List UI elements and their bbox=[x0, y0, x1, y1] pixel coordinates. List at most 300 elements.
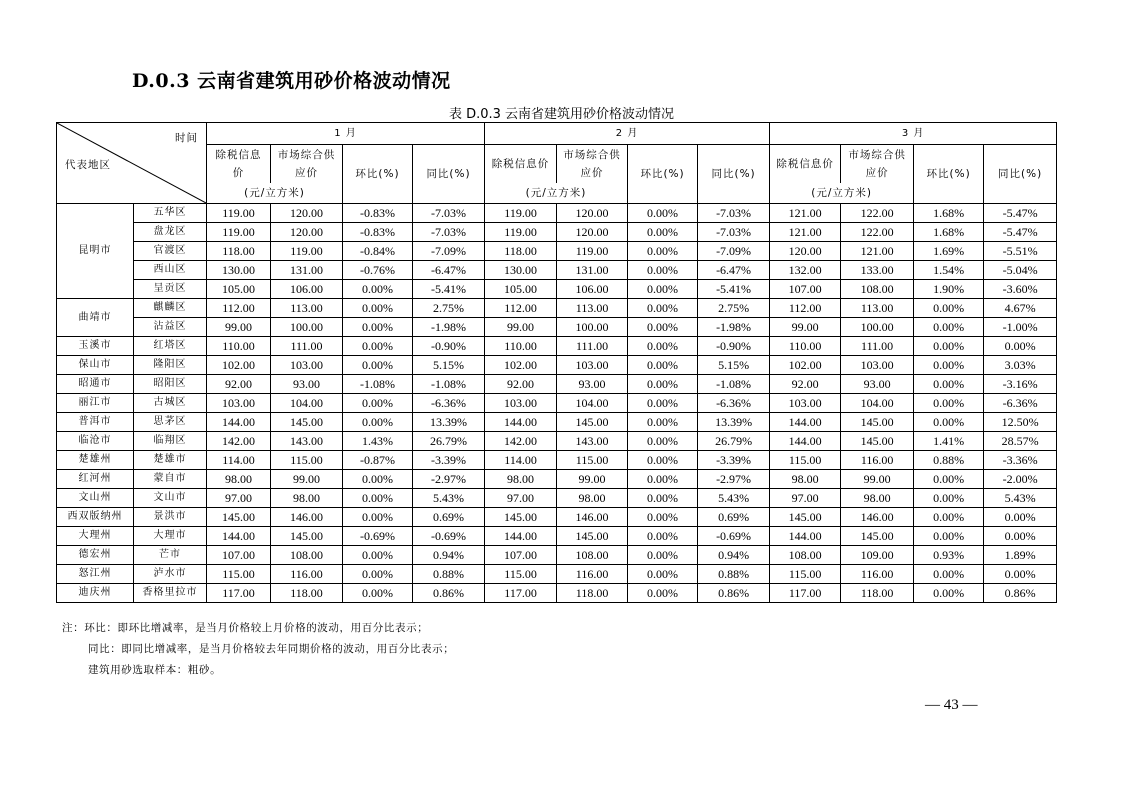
value-cell: 113.00 bbox=[841, 299, 914, 318]
value-cell: 0.00% bbox=[343, 356, 413, 375]
value-cell: 0.00% bbox=[343, 565, 413, 584]
value-cell: 121.00 bbox=[770, 204, 841, 223]
value-cell: -7.09% bbox=[413, 242, 485, 261]
market-price-header: 市场综合供应价 bbox=[841, 145, 914, 184]
value-cell: 145.00 bbox=[485, 508, 557, 527]
value-cell: 100.00 bbox=[271, 318, 343, 337]
value-cell: 92.00 bbox=[485, 375, 557, 394]
value-cell: 144.00 bbox=[485, 527, 557, 546]
value-cell: 144.00 bbox=[207, 413, 271, 432]
value-cell: 0.00% bbox=[914, 584, 984, 603]
district-cell: 文山市 bbox=[134, 489, 207, 508]
city-cell: 普洱市 bbox=[57, 413, 134, 432]
value-cell: 117.00 bbox=[485, 584, 557, 603]
value-cell: -1.00% bbox=[984, 318, 1057, 337]
district-cell: 芒市 bbox=[134, 546, 207, 565]
value-cell: 146.00 bbox=[557, 508, 628, 527]
value-cell: -1.08% bbox=[413, 375, 485, 394]
value-cell: 103.00 bbox=[207, 394, 271, 413]
value-cell: 0.00% bbox=[628, 299, 698, 318]
value-cell: -0.83% bbox=[343, 223, 413, 242]
value-cell: 1.54% bbox=[914, 261, 984, 280]
value-cell: 0.00% bbox=[343, 337, 413, 356]
value-cell: 145.00 bbox=[841, 413, 914, 432]
district-cell: 临翔区 bbox=[134, 432, 207, 451]
table-row bbox=[57, 394, 1057, 413]
value-cell: -5.47% bbox=[984, 223, 1057, 242]
value-cell: 121.00 bbox=[841, 242, 914, 261]
value-cell: 120.00 bbox=[557, 223, 628, 242]
value-cell: -0.76% bbox=[343, 261, 413, 280]
table-row bbox=[57, 546, 1057, 565]
value-cell: 0.88% bbox=[413, 565, 485, 584]
value-cell: -5.47% bbox=[984, 204, 1057, 223]
table-row bbox=[57, 299, 1057, 318]
value-cell: 0.00% bbox=[914, 318, 984, 337]
value-cell: -3.39% bbox=[698, 451, 770, 470]
city-cell: 曲靖市 bbox=[57, 299, 134, 337]
value-cell: 118.00 bbox=[841, 584, 914, 603]
yoy-header: 同比(%) bbox=[413, 145, 485, 204]
value-cell: 2.75% bbox=[698, 299, 770, 318]
value-cell: 0.00% bbox=[628, 242, 698, 261]
value-cell: 26.79% bbox=[698, 432, 770, 451]
value-cell: 143.00 bbox=[271, 432, 343, 451]
value-cell: 5.43% bbox=[413, 489, 485, 508]
value-cell: 0.00% bbox=[343, 413, 413, 432]
value-cell: 0.00% bbox=[343, 508, 413, 527]
value-cell: -5.41% bbox=[413, 280, 485, 299]
value-cell: 106.00 bbox=[557, 280, 628, 299]
value-cell: 104.00 bbox=[841, 394, 914, 413]
district-cell: 昭阳区 bbox=[134, 375, 207, 394]
value-cell: 0.00% bbox=[628, 223, 698, 242]
value-cell: 146.00 bbox=[271, 508, 343, 527]
value-cell: -1.08% bbox=[698, 375, 770, 394]
district-cell: 呈贡区 bbox=[134, 280, 207, 299]
value-cell: 107.00 bbox=[207, 546, 271, 565]
value-cell: 0.88% bbox=[914, 451, 984, 470]
value-cell: 13.39% bbox=[413, 413, 485, 432]
value-cell: 0.00% bbox=[628, 508, 698, 527]
value-cell: 0.00% bbox=[628, 565, 698, 584]
district-cell: 沾益区 bbox=[134, 318, 207, 337]
city-cell: 西双版纳州 bbox=[57, 508, 134, 527]
value-cell: 99.00 bbox=[271, 470, 343, 489]
value-cell: 99.00 bbox=[485, 318, 557, 337]
value-cell: 97.00 bbox=[207, 489, 271, 508]
value-cell: -5.41% bbox=[698, 280, 770, 299]
value-cell: -2.00% bbox=[984, 470, 1057, 489]
value-cell: 1.68% bbox=[914, 204, 984, 223]
value-cell: 92.00 bbox=[207, 375, 271, 394]
value-cell: -2.97% bbox=[413, 470, 485, 489]
table-row bbox=[57, 508, 1057, 527]
value-cell: 0.94% bbox=[413, 546, 485, 565]
value-cell: 144.00 bbox=[207, 527, 271, 546]
value-cell: 0.00% bbox=[984, 508, 1057, 527]
city-cell: 保山市 bbox=[57, 356, 134, 375]
district-cell: 隆阳区 bbox=[134, 356, 207, 375]
value-cell: -6.36% bbox=[698, 394, 770, 413]
table-row bbox=[57, 204, 1057, 223]
value-cell: 120.00 bbox=[770, 242, 841, 261]
value-cell: 0.86% bbox=[698, 584, 770, 603]
value-cell: 93.00 bbox=[271, 375, 343, 394]
district-cell: 泸水市 bbox=[134, 565, 207, 584]
unit-label: (元/立方米) bbox=[207, 183, 343, 204]
table-row bbox=[57, 451, 1057, 470]
price-table bbox=[56, 122, 1057, 603]
value-cell: 106.00 bbox=[271, 280, 343, 299]
value-cell: -1.98% bbox=[698, 318, 770, 337]
value-cell: 0.00% bbox=[914, 527, 984, 546]
value-cell: 13.39% bbox=[698, 413, 770, 432]
table-row bbox=[57, 584, 1057, 603]
unit-label: (元/立方米) bbox=[770, 183, 914, 204]
value-cell: -0.90% bbox=[413, 337, 485, 356]
value-cell: 5.15% bbox=[698, 356, 770, 375]
value-cell: 102.00 bbox=[770, 356, 841, 375]
value-cell: 119.00 bbox=[207, 223, 271, 242]
value-cell: 118.00 bbox=[557, 584, 628, 603]
value-cell: 115.00 bbox=[770, 565, 841, 584]
value-cell: 0.00% bbox=[628, 318, 698, 337]
value-cell: 0.00% bbox=[628, 394, 698, 413]
value-cell: 0.00% bbox=[914, 356, 984, 375]
value-cell: 0.00% bbox=[343, 489, 413, 508]
value-cell: 0.69% bbox=[698, 508, 770, 527]
value-cell: 0.00% bbox=[628, 489, 698, 508]
table-row bbox=[57, 223, 1057, 242]
value-cell: 99.00 bbox=[841, 470, 914, 489]
value-cell: -0.90% bbox=[698, 337, 770, 356]
value-cell: 110.00 bbox=[770, 337, 841, 356]
month-header-2: 2 月 bbox=[485, 123, 770, 145]
mom-header: 环比(%) bbox=[628, 145, 698, 204]
value-cell: 116.00 bbox=[557, 565, 628, 584]
value-cell: 98.00 bbox=[485, 470, 557, 489]
value-cell: 3.03% bbox=[984, 356, 1057, 375]
value-cell: 120.00 bbox=[271, 204, 343, 223]
value-cell: 0.00% bbox=[343, 584, 413, 603]
city-cell: 丽江市 bbox=[57, 394, 134, 413]
value-cell: -0.84% bbox=[343, 242, 413, 261]
corner-header-cell bbox=[57, 123, 207, 204]
table-notes bbox=[62, 618, 454, 681]
value-cell: 120.00 bbox=[271, 223, 343, 242]
district-cell: 盘龙区 bbox=[134, 223, 207, 242]
value-cell: 0.00% bbox=[628, 375, 698, 394]
value-cell: 114.00 bbox=[485, 451, 557, 470]
value-cell: 130.00 bbox=[485, 261, 557, 280]
district-cell: 蒙自市 bbox=[134, 470, 207, 489]
value-cell: -3.60% bbox=[984, 280, 1057, 299]
value-cell: 0.00% bbox=[984, 337, 1057, 356]
value-cell: 0.00% bbox=[628, 470, 698, 489]
value-cell: 0.00% bbox=[914, 470, 984, 489]
value-cell: 93.00 bbox=[841, 375, 914, 394]
market-price-header: 市场综合供应价 bbox=[271, 145, 343, 184]
value-cell: 0.00% bbox=[343, 280, 413, 299]
value-cell: 2.75% bbox=[413, 299, 485, 318]
table-row bbox=[57, 565, 1057, 584]
value-cell: -1.98% bbox=[413, 318, 485, 337]
value-cell: 0.00% bbox=[343, 470, 413, 489]
value-cell: 103.00 bbox=[271, 356, 343, 375]
value-cell: -0.87% bbox=[343, 451, 413, 470]
table-row bbox=[57, 242, 1057, 261]
city-cell: 德宏州 bbox=[57, 546, 134, 565]
value-cell: 102.00 bbox=[207, 356, 271, 375]
value-cell: 145.00 bbox=[271, 413, 343, 432]
value-cell: 105.00 bbox=[207, 280, 271, 299]
value-cell: 0.00% bbox=[628, 337, 698, 356]
yoy-header: 同比(%) bbox=[984, 145, 1057, 204]
value-cell: 145.00 bbox=[207, 508, 271, 527]
value-cell: 0.00% bbox=[914, 489, 984, 508]
value-cell: 0.00% bbox=[628, 432, 698, 451]
city-cell: 怒江州 bbox=[57, 565, 134, 584]
value-cell: 103.00 bbox=[557, 356, 628, 375]
value-cell: 0.00% bbox=[914, 508, 984, 527]
value-cell: 109.00 bbox=[841, 546, 914, 565]
value-cell: 144.00 bbox=[770, 413, 841, 432]
value-cell: 111.00 bbox=[841, 337, 914, 356]
table-row bbox=[57, 318, 1057, 337]
value-cell: 0.00% bbox=[914, 394, 984, 413]
value-cell: 107.00 bbox=[485, 546, 557, 565]
value-cell: 0.00% bbox=[628, 204, 698, 223]
table-row bbox=[57, 470, 1057, 489]
value-cell: 119.00 bbox=[271, 242, 343, 261]
value-cell: 98.00 bbox=[271, 489, 343, 508]
market-price-header: 市场综合供应价 bbox=[557, 145, 628, 184]
value-cell: 118.00 bbox=[271, 584, 343, 603]
value-cell: 103.00 bbox=[485, 394, 557, 413]
value-cell: 144.00 bbox=[485, 413, 557, 432]
value-cell: 145.00 bbox=[841, 527, 914, 546]
city-cell: 昭通市 bbox=[57, 375, 134, 394]
value-cell: 92.00 bbox=[770, 375, 841, 394]
value-cell: 98.00 bbox=[770, 470, 841, 489]
value-cell: 119.00 bbox=[485, 204, 557, 223]
value-cell: 142.00 bbox=[485, 432, 557, 451]
value-cell: 132.00 bbox=[770, 261, 841, 280]
value-cell: 100.00 bbox=[557, 318, 628, 337]
value-cell: 0.00% bbox=[628, 413, 698, 432]
table-row bbox=[57, 375, 1057, 394]
value-cell: 131.00 bbox=[557, 261, 628, 280]
value-cell: 99.00 bbox=[557, 470, 628, 489]
value-cell: 145.00 bbox=[557, 527, 628, 546]
month-header-3: 3 月 bbox=[770, 123, 1057, 145]
value-cell: 12.50% bbox=[984, 413, 1057, 432]
value-cell: 0.00% bbox=[343, 299, 413, 318]
city-cell: 文山州 bbox=[57, 489, 134, 508]
tax-free-price-header: 除税信息价 bbox=[485, 145, 557, 184]
value-cell: 145.00 bbox=[841, 432, 914, 451]
value-cell: 0.00% bbox=[914, 565, 984, 584]
value-cell: 108.00 bbox=[770, 546, 841, 565]
value-cell: 4.67% bbox=[984, 299, 1057, 318]
value-cell: 121.00 bbox=[770, 223, 841, 242]
value-cell: 0.00% bbox=[628, 261, 698, 280]
value-cell: 97.00 bbox=[770, 489, 841, 508]
value-cell: 97.00 bbox=[485, 489, 557, 508]
value-cell: 118.00 bbox=[207, 242, 271, 261]
value-cell: 0.00% bbox=[628, 451, 698, 470]
table-row bbox=[57, 261, 1057, 280]
note-mom: 注：环比：即环比增减率，是当月价格较上月价格的波动，用百分比表示； bbox=[62, 622, 429, 634]
value-cell: 116.00 bbox=[271, 565, 343, 584]
value-cell: 122.00 bbox=[841, 223, 914, 242]
value-cell: 133.00 bbox=[841, 261, 914, 280]
value-cell: 0.69% bbox=[413, 508, 485, 527]
city-cell: 大理州 bbox=[57, 527, 134, 546]
value-cell: 111.00 bbox=[557, 337, 628, 356]
value-cell: 110.00 bbox=[207, 337, 271, 356]
table-row bbox=[57, 413, 1057, 432]
value-cell: 0.86% bbox=[984, 584, 1057, 603]
value-cell: 116.00 bbox=[841, 451, 914, 470]
value-cell: 122.00 bbox=[841, 204, 914, 223]
district-cell: 西山区 bbox=[134, 261, 207, 280]
value-cell: -6.36% bbox=[413, 394, 485, 413]
value-cell: -0.83% bbox=[343, 204, 413, 223]
value-cell: 28.57% bbox=[984, 432, 1057, 451]
value-cell: 105.00 bbox=[485, 280, 557, 299]
corner-time-label: 时间 bbox=[175, 132, 198, 144]
value-cell: 144.00 bbox=[770, 432, 841, 451]
district-cell: 麒麟区 bbox=[134, 299, 207, 318]
table-row bbox=[57, 356, 1057, 375]
tax-free-price-header: 除税信息价 bbox=[770, 145, 841, 184]
value-cell: -7.03% bbox=[698, 223, 770, 242]
value-cell: 130.00 bbox=[207, 261, 271, 280]
value-cell: 5.43% bbox=[698, 489, 770, 508]
value-cell: -2.97% bbox=[698, 470, 770, 489]
value-cell: -0.69% bbox=[413, 527, 485, 546]
value-cell: 0.00% bbox=[628, 527, 698, 546]
value-cell: 1.68% bbox=[914, 223, 984, 242]
value-cell: 120.00 bbox=[557, 204, 628, 223]
yoy-header: 同比(%) bbox=[698, 145, 770, 204]
city-cell: 临沧市 bbox=[57, 432, 134, 451]
value-cell: -3.39% bbox=[413, 451, 485, 470]
table-row bbox=[57, 489, 1057, 508]
section-heading: D.0.3 云南省建筑用砂价格波动情况 bbox=[132, 70, 451, 92]
value-cell: 99.00 bbox=[207, 318, 271, 337]
month-header-1: 1 月 bbox=[207, 123, 485, 145]
value-cell: 93.00 bbox=[557, 375, 628, 394]
value-cell: 0.00% bbox=[914, 413, 984, 432]
value-cell: 0.00% bbox=[343, 546, 413, 565]
value-cell: 0.94% bbox=[698, 546, 770, 565]
value-cell: 0.93% bbox=[914, 546, 984, 565]
value-cell: 0.00% bbox=[914, 299, 984, 318]
value-cell: 144.00 bbox=[770, 527, 841, 546]
city-cell: 红河州 bbox=[57, 470, 134, 489]
value-cell: 112.00 bbox=[485, 299, 557, 318]
value-cell: 114.00 bbox=[207, 451, 271, 470]
value-cell: 146.00 bbox=[841, 508, 914, 527]
value-cell: 107.00 bbox=[770, 280, 841, 299]
value-cell: 113.00 bbox=[557, 299, 628, 318]
district-cell: 景洪市 bbox=[134, 508, 207, 527]
city-cell: 迪庆州 bbox=[57, 584, 134, 603]
value-cell: 0.00% bbox=[628, 546, 698, 565]
value-cell: 115.00 bbox=[770, 451, 841, 470]
value-cell: 115.00 bbox=[485, 565, 557, 584]
value-cell: 0.88% bbox=[698, 565, 770, 584]
value-cell: 1.41% bbox=[914, 432, 984, 451]
value-cell: 5.15% bbox=[413, 356, 485, 375]
district-cell: 思茅区 bbox=[134, 413, 207, 432]
value-cell: 0.86% bbox=[413, 584, 485, 603]
table-row bbox=[57, 432, 1057, 451]
value-cell: 118.00 bbox=[485, 242, 557, 261]
value-cell: 98.00 bbox=[207, 470, 271, 489]
value-cell: 108.00 bbox=[841, 280, 914, 299]
value-cell: 115.00 bbox=[207, 565, 271, 584]
value-cell: -6.47% bbox=[698, 261, 770, 280]
value-cell: 110.00 bbox=[485, 337, 557, 356]
value-cell: 104.00 bbox=[557, 394, 628, 413]
unit-label: (元/立方米) bbox=[485, 183, 628, 204]
value-cell: 102.00 bbox=[485, 356, 557, 375]
value-cell: 99.00 bbox=[770, 318, 841, 337]
value-cell: 115.00 bbox=[271, 451, 343, 470]
value-cell: 5.43% bbox=[984, 489, 1057, 508]
value-cell: 1.90% bbox=[914, 280, 984, 299]
value-cell: 145.00 bbox=[271, 527, 343, 546]
note-sample: 建筑用砂选取样本：粗砂。 bbox=[88, 664, 222, 676]
table-row bbox=[57, 280, 1057, 299]
value-cell: 108.00 bbox=[271, 546, 343, 565]
value-cell: 116.00 bbox=[841, 565, 914, 584]
city-cell: 昆明市 bbox=[57, 204, 134, 299]
district-cell: 香格里拉市 bbox=[134, 584, 207, 603]
value-cell: 26.79% bbox=[413, 432, 485, 451]
district-cell: 楚雄市 bbox=[134, 451, 207, 470]
value-cell: 0.00% bbox=[914, 375, 984, 394]
table-row bbox=[57, 337, 1057, 356]
note-yoy: 同比：即同比增减率，是当月价格较去年同期价格的波动，用百分比表示； bbox=[88, 643, 455, 655]
value-cell: 117.00 bbox=[207, 584, 271, 603]
value-cell: 103.00 bbox=[770, 394, 841, 413]
table-row bbox=[57, 527, 1057, 546]
value-cell: 0.00% bbox=[628, 356, 698, 375]
value-cell: -7.03% bbox=[413, 223, 485, 242]
value-cell: 108.00 bbox=[557, 546, 628, 565]
value-cell: 113.00 bbox=[271, 299, 343, 318]
value-cell: 98.00 bbox=[841, 489, 914, 508]
value-cell: 117.00 bbox=[770, 584, 841, 603]
value-cell: 119.00 bbox=[557, 242, 628, 261]
mom-header: 环比(%) bbox=[914, 145, 984, 204]
value-cell: -0.69% bbox=[698, 527, 770, 546]
value-cell: -7.03% bbox=[413, 204, 485, 223]
page-number: — 43 — bbox=[925, 697, 978, 713]
value-cell: -6.47% bbox=[413, 261, 485, 280]
value-cell: -7.03% bbox=[698, 204, 770, 223]
district-cell: 五华区 bbox=[134, 204, 207, 223]
value-cell: -5.51% bbox=[984, 242, 1057, 261]
value-cell: -7.09% bbox=[698, 242, 770, 261]
value-cell: 100.00 bbox=[841, 318, 914, 337]
value-cell: -0.69% bbox=[343, 527, 413, 546]
